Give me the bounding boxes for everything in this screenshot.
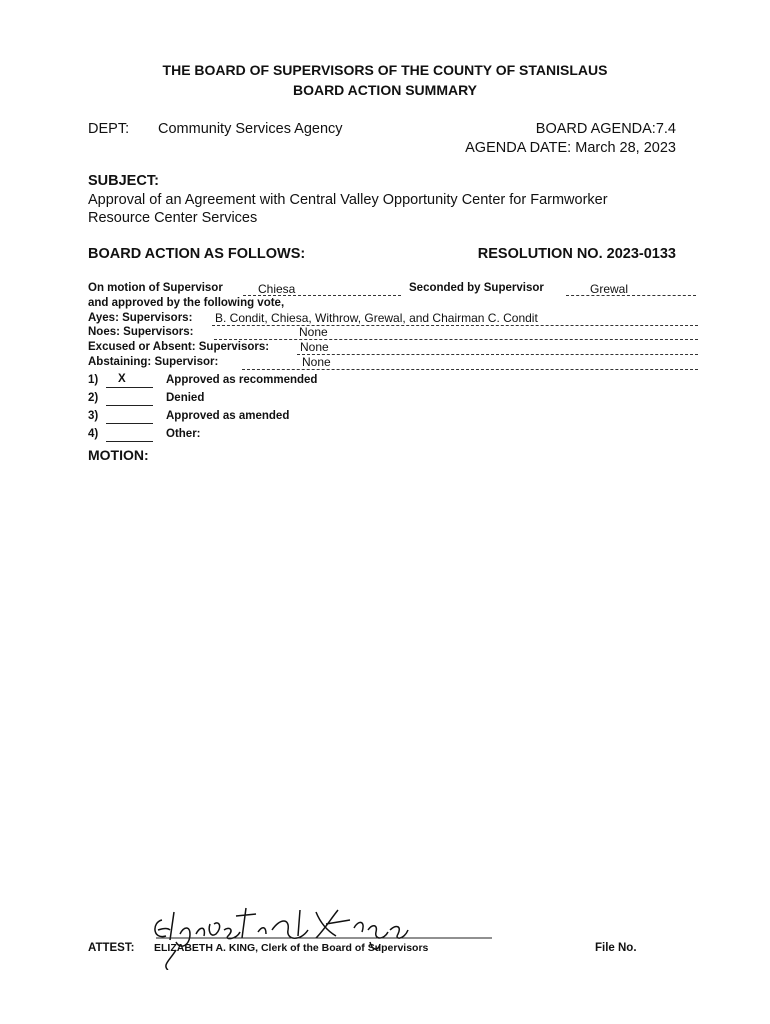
option-label: Approved as recommended <box>166 374 318 386</box>
subject-line-2: Resource Center Services <box>88 210 258 226</box>
ayes-label: Ayes: Supervisors: <box>88 312 193 324</box>
subject-label: SUBJECT: <box>88 173 159 189</box>
resolution-number: RESOLUTION NO. 2023-0133 <box>477 246 676 262</box>
excused-value: None <box>300 340 329 354</box>
subject-line-1: Approval of an Agreement with Central Valley Opportunity Center for Farmworker <box>88 192 608 208</box>
option-number: 1) <box>88 374 99 386</box>
document-title: THE BOARD OF SUPERVISORS OF THE COUNTY OF STANISLAUS <box>162 62 608 78</box>
dept-label: DEPT: <box>88 121 130 137</box>
noes-value: None <box>299 325 328 339</box>
option-number: 4) <box>88 428 99 440</box>
document-subtitle: BOARD ACTION SUMMARY <box>292 82 478 98</box>
noes-underline <box>214 339 698 340</box>
option-blank <box>106 405 153 406</box>
agenda-date: AGENDA DATE: March 28, 2023 <box>465 140 676 156</box>
attest-label: ATTEST: <box>88 942 135 954</box>
abstaining-underline <box>242 369 698 370</box>
dept-value: Community Services Agency <box>158 121 343 137</box>
abstaining-label: Abstaining: Supervisor: <box>88 356 219 368</box>
option-number: 2) <box>88 392 99 404</box>
seconded-value: Grewal <box>590 282 629 296</box>
option-label: Denied <box>166 392 205 404</box>
option-blank <box>106 387 153 388</box>
option-label: Approved as amended <box>166 410 290 422</box>
option-number: 3) <box>88 410 99 422</box>
motion-value: Chiesa <box>258 282 296 296</box>
ayes-underline <box>212 325 698 326</box>
file-number-label: File No. <box>595 942 637 954</box>
motion-label: On motion of Supervisor <box>88 282 223 294</box>
excused-label: Excused or Absent: Supervisors: <box>88 341 270 353</box>
option-blank <box>106 423 153 424</box>
motion-heading: MOTION: <box>88 447 149 463</box>
option-mark: X <box>118 373 126 385</box>
handwritten-signature <box>140 890 510 970</box>
option-label: Other: <box>166 428 201 440</box>
board-agenda: BOARD AGENDA:7.4 <box>535 121 676 137</box>
noes-label: Noes: Supervisors: <box>88 326 194 338</box>
seconded-underline <box>566 295 696 296</box>
abstaining-value: None <box>302 355 331 369</box>
board-action-heading: BOARD ACTION AS FOLLOWS: <box>88 246 306 262</box>
excused-underline <box>297 354 698 355</box>
seconded-label: Seconded by Supervisor <box>409 282 544 294</box>
ayes-value: B. Condit, Chiesa, Withrow, Grewal, and Chairman C. Condit <box>215 311 538 325</box>
approved-line: and approved by the following vote, <box>88 297 285 309</box>
option-blank <box>106 441 153 442</box>
clerk-name: ELIZABETH A. KING, Clerk of the Board of Supervisors <box>154 942 429 954</box>
